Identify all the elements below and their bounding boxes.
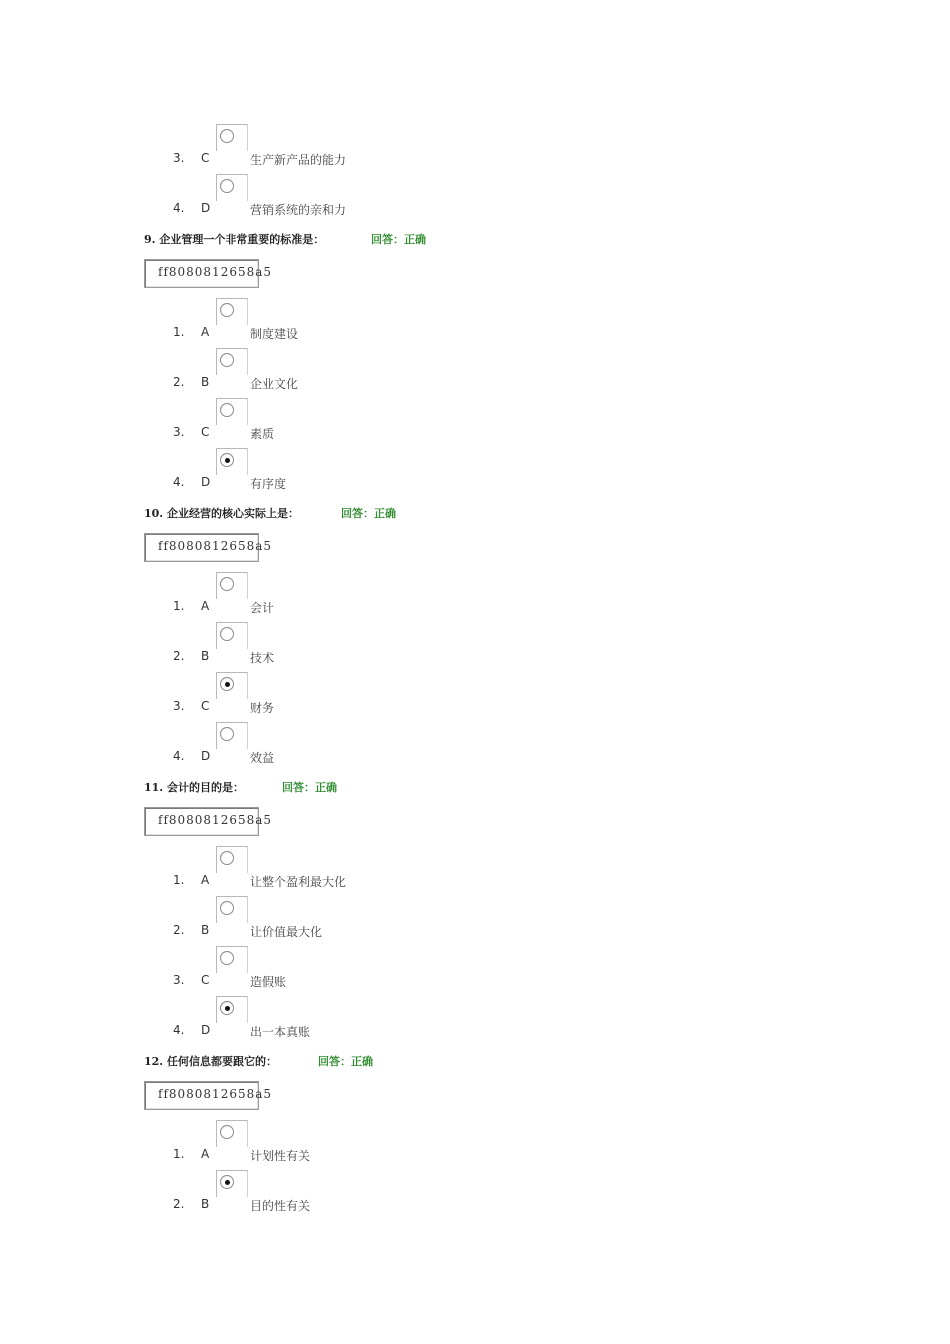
option-letter: D	[201, 749, 211, 763]
option-text: 企业文化	[250, 377, 299, 391]
answer-status: 回答：正确	[371, 233, 426, 246]
option-radio-box[interactable]	[216, 572, 248, 599]
option-text: 会计	[250, 601, 275, 615]
question-title: 10. 企业经营的核心实际上是：	[144, 507, 299, 520]
option-number: 4.	[173, 1023, 185, 1037]
option-letter: A	[201, 599, 210, 613]
option-text: 让整个盈利最大化	[250, 875, 347, 889]
option-radio-box[interactable]	[216, 846, 248, 873]
question-id: ff8080812658a5	[158, 265, 273, 279]
question-title: 11. 会计的目的是：	[144, 781, 244, 794]
answer-status: 回答：正确	[282, 781, 337, 794]
option-number: 4.	[173, 475, 185, 489]
option-radio-box[interactable]	[216, 1120, 248, 1147]
option-text: 出一本真账	[250, 1025, 311, 1039]
option-letter: B	[201, 375, 210, 389]
option-letter: D	[201, 1023, 211, 1037]
question-title: 9. 企业管理一个非常重要的标准是：	[144, 233, 325, 246]
option-radio-box[interactable]	[216, 398, 248, 425]
radio-button[interactable]	[220, 403, 234, 417]
question-id: ff8080812658a5	[158, 813, 273, 827]
option-number: 1.	[173, 873, 185, 887]
option-number: 3.	[173, 425, 185, 439]
radio-button-selected[interactable]	[220, 453, 234, 467]
option-letter: A	[201, 873, 210, 887]
radio-button-selected[interactable]	[220, 1001, 234, 1015]
option-letter: D	[201, 475, 211, 489]
option-letter: A	[201, 1147, 210, 1161]
radio-button[interactable]	[220, 303, 234, 317]
radio-button-selected[interactable]	[220, 1175, 234, 1189]
option-letter: B	[201, 1197, 210, 1211]
option-radio-box[interactable]	[216, 722, 248, 749]
option-radio-box[interactable]	[216, 622, 248, 649]
option-number: 2.	[173, 375, 185, 389]
question-id-field	[144, 1081, 273, 1110]
question-id-field	[144, 807, 273, 836]
option-number: 2.	[173, 649, 185, 663]
option-text: 技术	[250, 651, 275, 665]
answer-status: 回答：正确	[318, 1055, 373, 1068]
option-number: 1.	[173, 1147, 185, 1161]
radio-button[interactable]	[220, 951, 234, 965]
option-letter: C	[201, 973, 210, 987]
option-radio-box[interactable]	[216, 124, 248, 151]
option-radio-box[interactable]	[216, 996, 248, 1023]
question-title: 12. 任何信息都要跟它的：	[144, 1055, 277, 1068]
radio-button[interactable]	[220, 901, 234, 915]
radio-button[interactable]	[220, 1125, 234, 1139]
radio-button[interactable]	[220, 129, 234, 143]
option-number: 4.	[173, 201, 185, 215]
question-id-field	[144, 533, 273, 562]
option-number: 1.	[173, 325, 185, 339]
option-text: 营销系统的亲和力	[250, 203, 347, 217]
radio-button[interactable]	[220, 353, 234, 367]
radio-button[interactable]	[220, 851, 234, 865]
question-id: ff8080812658a5	[158, 539, 273, 553]
option-number: 4.	[173, 749, 185, 763]
option-number: 3.	[173, 973, 185, 987]
option-number: 2.	[173, 923, 185, 937]
option-radio-box[interactable]	[216, 298, 248, 325]
option-radio-box[interactable]	[216, 896, 248, 923]
option-radio-box[interactable]	[216, 1170, 248, 1197]
option-letter: D	[201, 201, 211, 215]
option-text: 让价值最大化	[250, 925, 323, 939]
option-text: 财务	[250, 701, 275, 715]
option-letter: A	[201, 325, 210, 339]
question-id: ff8080812658a5	[158, 1087, 273, 1101]
option-letter: B	[201, 649, 210, 663]
option-letter: C	[201, 699, 210, 713]
option-text: 有序度	[250, 477, 287, 491]
option-radio-box[interactable]	[216, 946, 248, 973]
option-letter: C	[201, 151, 210, 165]
radio-button[interactable]	[220, 577, 234, 591]
option-number: 1.	[173, 599, 185, 613]
radio-button-selected[interactable]	[220, 677, 234, 691]
radio-button[interactable]	[220, 627, 234, 641]
option-radio-box[interactable]	[216, 348, 248, 375]
option-text: 计划性有关	[250, 1149, 311, 1163]
answer-status: 回答：正确	[341, 507, 396, 520]
option-number: 3.	[173, 151, 185, 165]
option-letter: B	[201, 923, 210, 937]
option-radio-box[interactable]	[216, 448, 248, 475]
option-number: 2.	[173, 1197, 185, 1211]
option-text: 生产新产品的能力	[250, 153, 347, 167]
radio-button[interactable]	[220, 179, 234, 193]
option-radio-box[interactable]	[216, 672, 248, 699]
option-text: 效益	[250, 751, 275, 765]
option-text: 制度建设	[250, 327, 299, 341]
radio-button[interactable]	[220, 727, 234, 741]
option-text: 素质	[250, 427, 275, 441]
option-text: 造假账	[250, 975, 287, 989]
question-id-field	[144, 259, 273, 288]
option-radio-box[interactable]	[216, 174, 248, 201]
option-letter: C	[201, 425, 210, 439]
option-text: 目的性有关	[250, 1199, 311, 1213]
option-number: 3.	[173, 699, 185, 713]
